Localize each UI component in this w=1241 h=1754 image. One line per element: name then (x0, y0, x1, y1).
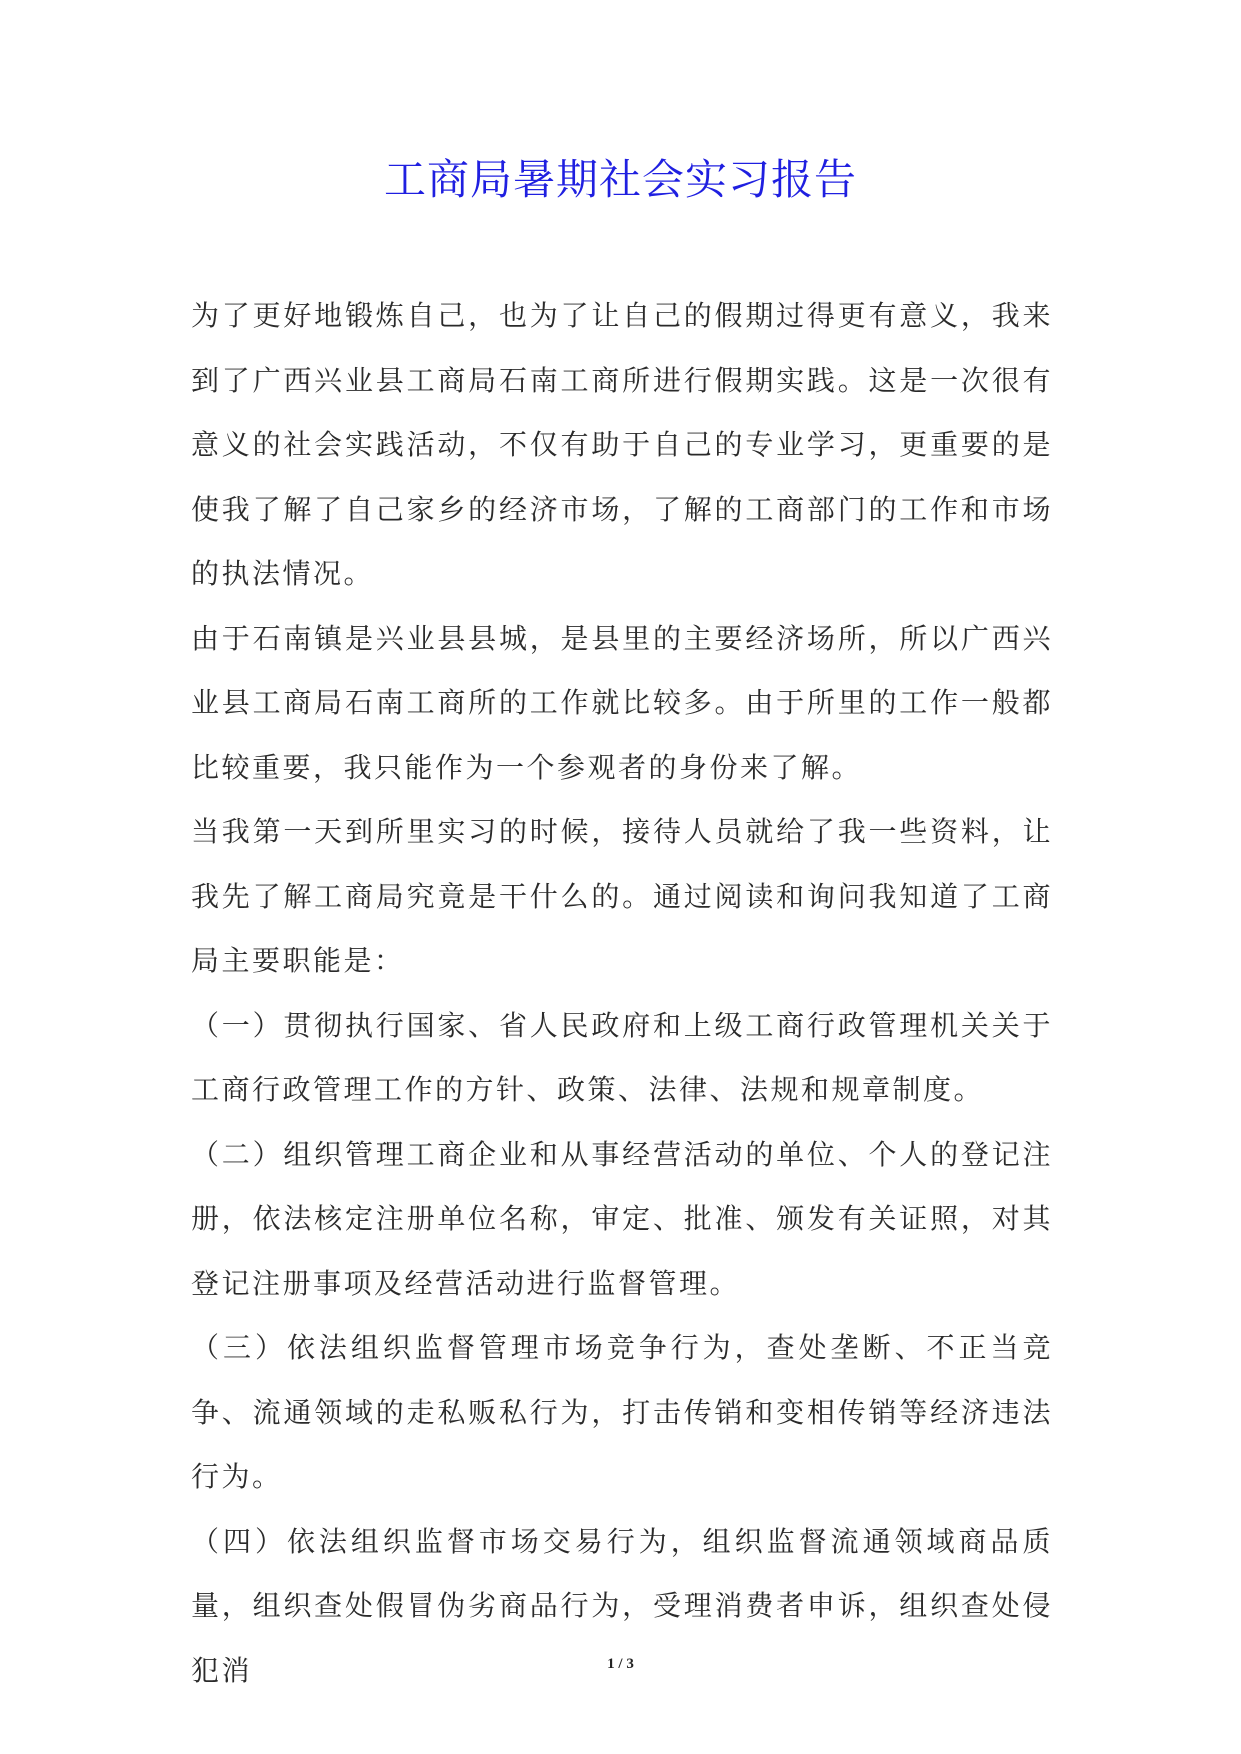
paragraph-function-2: （二）组织管理工商企业和从事经营活动的单位、个人的登记注册，依法核定注册单位名称，审定、批准、颁发有关证照，对其登记注册事项及经营活动进行监督管理。 (191, 1137, 1053, 1300)
paragraph-function-4: （四）依法组织监督市场交易行为，组织监督流通领域商品质量，组织查处假冒伪劣商品行为，受理消费者申诉，组织查处侵犯消 (191, 1524, 1053, 1687)
page-number: 1 / 3 (607, 1656, 634, 1672)
paragraph-function-3: （三）依法组织监督管理市场竞争行为，查处垄断、不正当竞争、流通领域的走私贩私行为，打击传销和变相传销等经济违法行为。 (191, 1331, 1053, 1493)
paragraph-function-1: （一）贯彻执行国家、省人民政府和上级工商行政管理机关关于工商行政管理工作的方针、政策、法律、法规和规章制度。 (191, 1008, 1053, 1106)
paragraph-intro: 为了更好地锻炼自己，也为了让自己的假期过得更有意义，我来到了广西兴业县工商局石南工商所进行假期实践。这是一次很有意义的社会实践活动，不仅有助于自己的专业学习，更重要的是使我了解了自己家乡的经济市场，了解的工商部门的工作和市场的执法情况。 (191, 299, 1053, 590)
paragraph-first-day: 当我第一天到所里实习的时候，接待人员就给了我一些资料，让我先了解工商局究竟是干什么的。通过阅读和询问我知道了工商局主要职能是： (191, 815, 1053, 977)
paragraph-background: 由于石南镇是兴业县县城，是县里的主要经济场所，所以广西兴业县工商局石南工商所的工作就比较多。由于所里的工作一般都比较重要，我只能作为一个参观者的身份来了解。 (191, 621, 1053, 784)
document-body (191, 284, 1053, 1703)
document-title: 工商局暑期社会实习报告 (383, 155, 857, 204)
